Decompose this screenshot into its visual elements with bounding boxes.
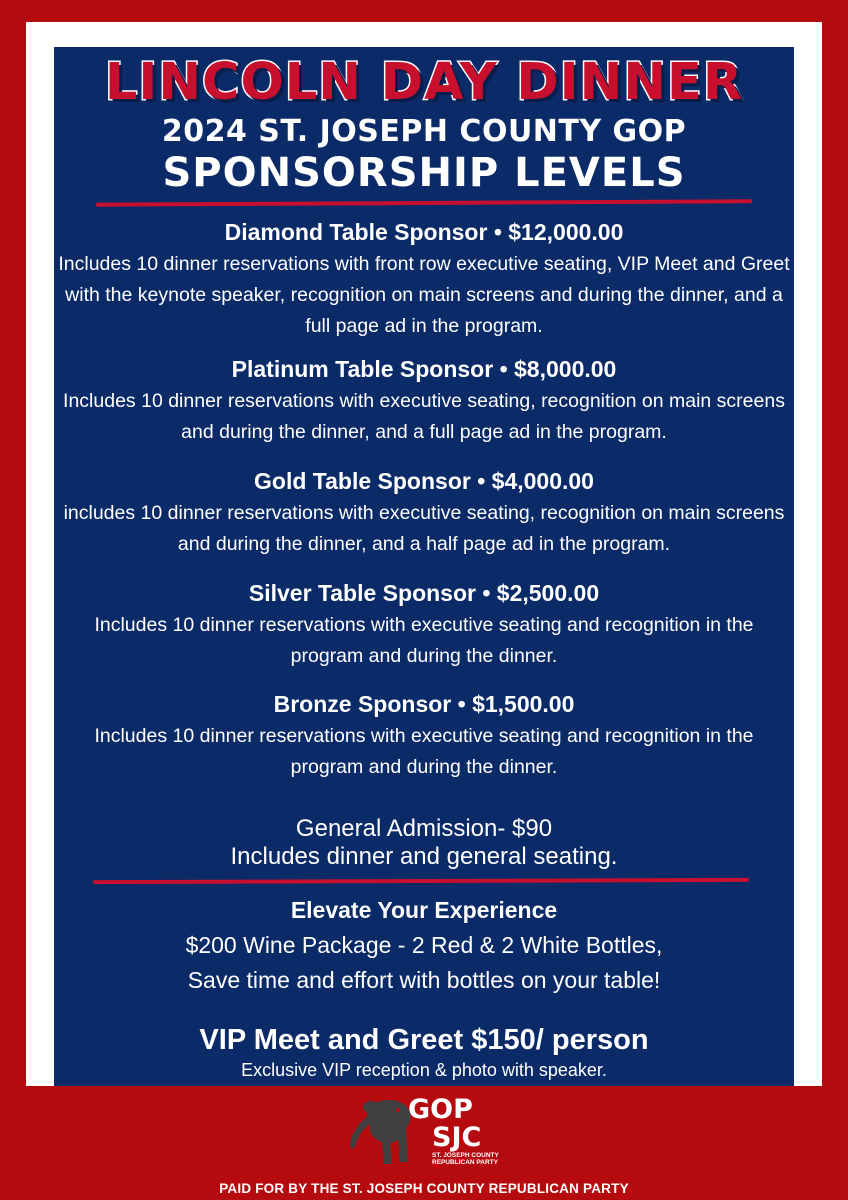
general-admission [54,815,794,871]
level-description: Includes 10 dinner reservations with executive seating and recognition in the program and during the dinner. [94,725,754,778]
event-title: LINCOLN DAY DINNER [104,53,744,112]
general-admission-desc: Includes dinner and general seating. [230,843,618,870]
event-subtitle: 2024 ST. JOSEPH COUNTY GOP [161,114,687,149]
logo-caption [432,1152,512,1166]
wine-package: $200 Wine Package - 2 Red & 2 White Bottles, [185,932,663,958]
extras-heading: Elevate Your Experience [290,897,558,923]
vip-description: Exclusive VIP reception & photo with speaker. [241,1060,607,1080]
logo-line-sjc: SJC [432,1122,482,1153]
level-heading: Bronze Sponsor • $1,500.00 [273,691,575,717]
logo-caption-line1: ST. JOSEPH COUNTY [432,1152,499,1159]
level-gold [54,466,794,560]
paid-for-disclaimer: PAID FOR BY THE ST. JOSEPH COUNTY REPUBLICAN PARTY [219,1181,629,1196]
vip-heading: VIP Meet and Greet $150/ person [199,1024,649,1056]
level-heading: Diamond Table Sponsor • $12,000.00 [224,219,624,245]
level-platinum [54,354,794,448]
level-description: Includes 10 dinner reservations with executive seating and recognition in the program and during the dinner. [94,614,754,667]
level-description: Includes 10 dinner reservations with executive seating, recognition on main screens and during the dinner, and a full page ad in the program. [63,390,785,443]
logo-wordmark [408,1096,508,1152]
level-bronze [54,689,794,783]
sponsorship-heading: SPONSORSHIP LEVELS [162,150,686,196]
logo-caption-line2: REPUBLICAN PARTY [432,1159,498,1166]
general-admission-price: General Admission- $90 [295,815,553,842]
logo-line-gop: GOP [408,1094,473,1125]
wine-package-note: Save time and effort with bottles on your table! [187,967,661,993]
level-description: includes 10 dinner reservations with executive seating, recognition on main screens and during the dinner, and a half page ad in the program. [63,502,785,555]
level-heading: Platinum Table Sponsor • $8,000.00 [231,356,617,382]
level-heading: Gold Table Sponsor • $4,000.00 [254,468,594,494]
level-description: Includes 10 dinner reservations with front row executive seating, VIP Meet and Greet with the keynote speaker, recognition on main screens and during the dinner, and a full page ad in the program. [58,253,790,337]
level-silver [54,578,794,672]
level-heading: Silver Table Sponsor • $2,500.00 [248,580,600,606]
level-diamond [54,217,794,342]
